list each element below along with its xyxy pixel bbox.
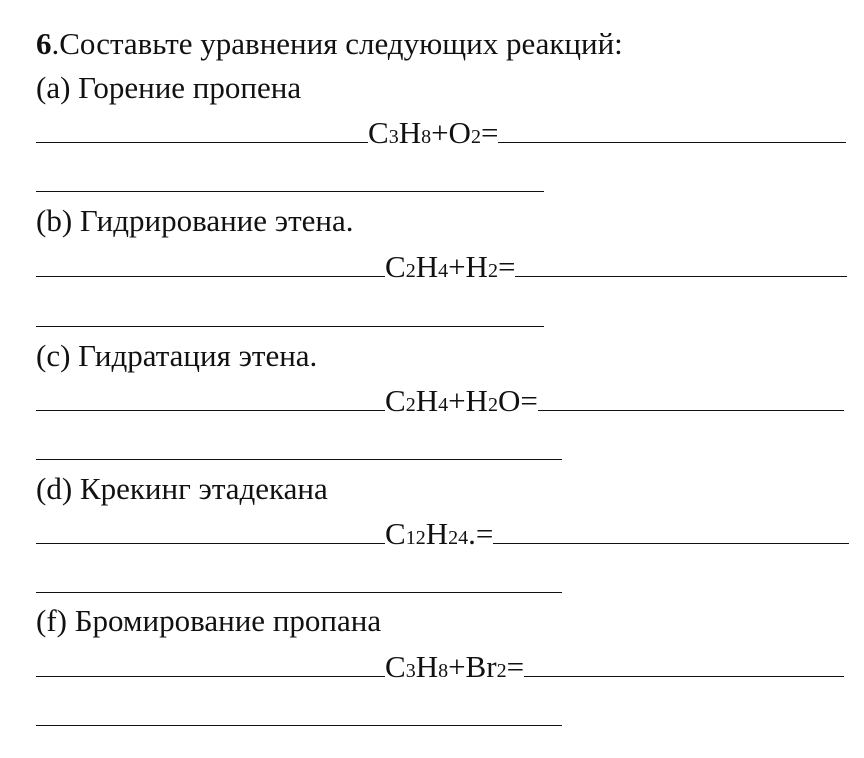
answer-blank-right-b[interactable] — [515, 248, 847, 277]
answer-line-a[interactable] — [36, 191, 544, 192]
formula-subscript: 2 — [405, 394, 416, 416]
formula-text: +Br — [448, 649, 497, 684]
answer-line-c[interactable] — [36, 459, 562, 460]
item-label-d: (d) Крекинг этадекана — [36, 471, 328, 506]
formula-text: H — [415, 249, 439, 284]
answer-line-f[interactable] — [36, 725, 562, 726]
item-label-f: (f) Бромирование пропана — [36, 603, 382, 638]
item-label-a: (a) Горение пропена — [36, 70, 302, 105]
task-title — [36, 26, 623, 62]
formula-text: H — [415, 649, 439, 684]
answer-blank-right-a[interactable] — [498, 114, 846, 143]
formula-f — [385, 649, 524, 689]
formula-subscript: 4 — [438, 394, 449, 416]
answer-line-d[interactable] — [36, 592, 562, 593]
formula-text: H — [415, 383, 439, 418]
equation-row-c — [36, 382, 844, 423]
formula-text: +H — [448, 249, 488, 284]
formula-subscript: 2 — [470, 126, 481, 148]
equation-row-f — [36, 648, 844, 689]
formula-subscript: 8 — [421, 126, 432, 148]
formula-text: C — [385, 249, 406, 284]
formula-b — [385, 249, 515, 289]
formula-text: .= — [468, 516, 494, 551]
formula-text: = — [497, 249, 516, 284]
task-number: 6 — [36, 26, 52, 61]
answer-blank-right-f[interactable] — [524, 648, 844, 677]
item-label-b: (b) Гидрирование этена. — [36, 203, 354, 238]
formula-d — [385, 516, 493, 556]
answer-blank-left-f[interactable] — [36, 648, 385, 677]
formula-text: = — [480, 115, 499, 150]
formula-text: +O — [431, 115, 471, 150]
answer-line-b[interactable] — [36, 326, 544, 327]
equation-row-d — [36, 515, 849, 556]
equation-row-a — [36, 114, 846, 155]
formula-text: C — [368, 115, 389, 150]
formula-subscript: 3 — [405, 660, 416, 682]
formula-text: C — [385, 649, 406, 684]
formula-text: O= — [497, 383, 538, 418]
answer-blank-left-c[interactable] — [36, 382, 385, 411]
formula-text: H — [398, 115, 422, 150]
formula-subscript: 8 — [438, 660, 449, 682]
answer-blank-right-c[interactable] — [538, 382, 844, 411]
equation-row-b — [36, 248, 847, 289]
formula-text: +H — [448, 383, 488, 418]
formula-subscript: 12 — [405, 527, 426, 549]
formula-c — [385, 383, 538, 423]
formula-subscript: 4 — [438, 260, 449, 282]
formula-text: C — [385, 516, 406, 551]
item-label-c: (c) Гидратация этена. — [36, 338, 318, 373]
answer-blank-left-a[interactable] — [36, 114, 368, 143]
formula-subscript: 24 — [448, 527, 469, 549]
task-text: .Составьте уравнения следующих реакций: — [51, 26, 623, 61]
formula-subscript: 2 — [405, 260, 416, 282]
formula-subscript: 3 — [388, 126, 399, 148]
answer-blank-right-d[interactable] — [493, 515, 849, 544]
formula-text: H — [425, 516, 449, 551]
answer-blank-left-d[interactable] — [36, 515, 385, 544]
formula-text: = — [506, 649, 525, 684]
formula-subscript: 2 — [496, 660, 507, 682]
formula-subscript: 2 — [487, 260, 498, 282]
answer-blank-left-b[interactable] — [36, 248, 385, 277]
formula-subscript: 2 — [487, 394, 498, 416]
formula-a — [368, 115, 498, 155]
formula-text: C — [385, 383, 406, 418]
